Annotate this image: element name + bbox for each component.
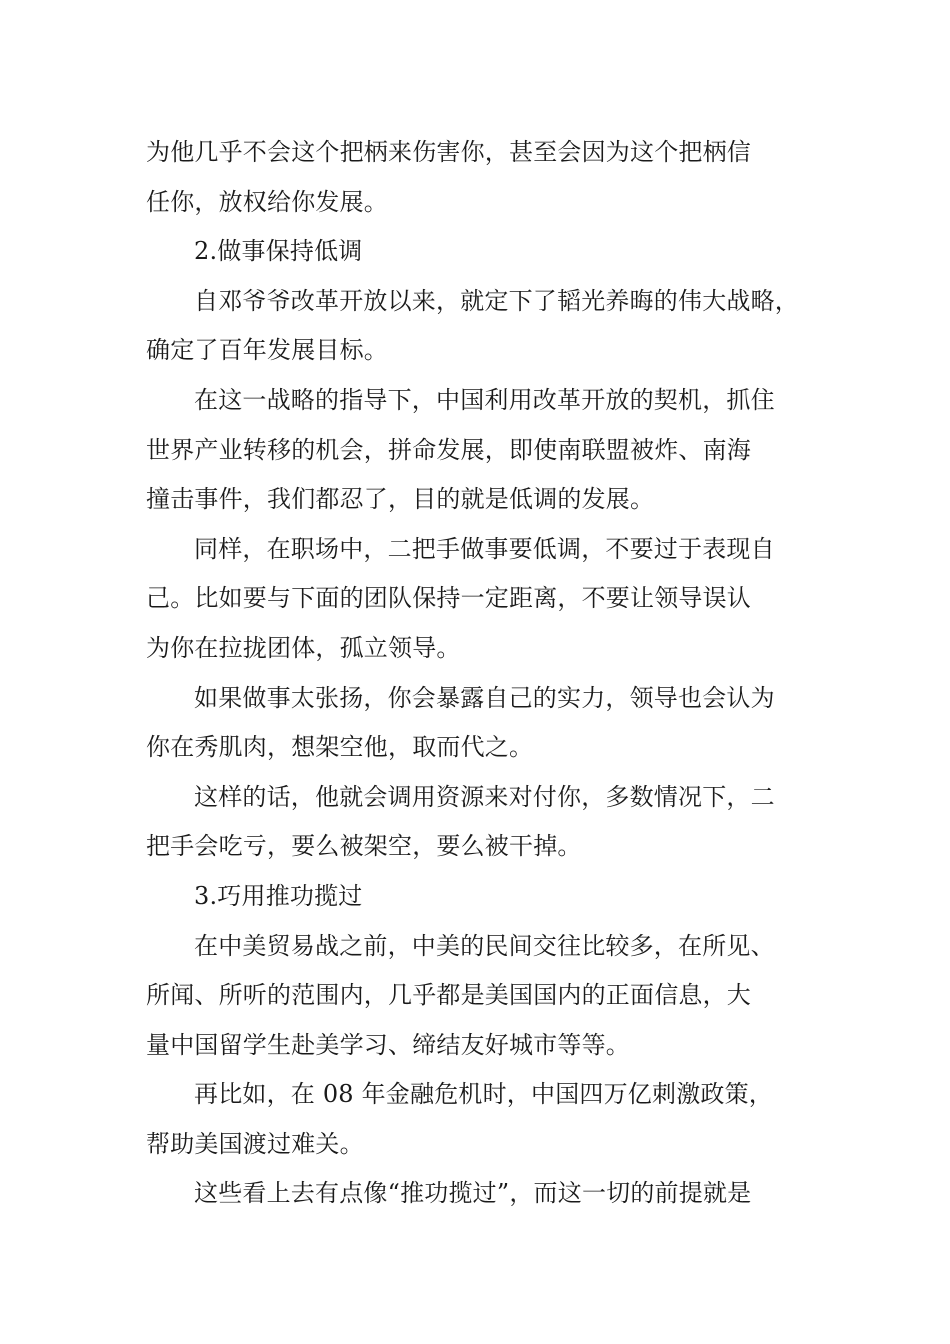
text-line: 己。比如要与下面的团队保持一定距离，不要让领导误认 (146, 584, 751, 613)
section-heading: 3.巧用推功揽过 (194, 881, 363, 910)
text-line: 撞击事件，我们都忍了，目的就是低调的发展。 (146, 485, 655, 514)
text-line: 自邓爷爷改革开放以来，就定下了韬光养晦的伟大战略， (194, 286, 799, 315)
text-line: 你在秀肌肉，想架空他，取而代之。 (146, 733, 534, 762)
section-heading: 2.做事保持低调 (194, 237, 363, 266)
text-line: 所闻、所听的范围内，几乎都是美国国内的正面信息，大 (146, 981, 751, 1010)
text-line: 把手会吃亏，要么被架空，要么被干掉。 (146, 832, 582, 861)
text-line: 这样的话，他就会调用资源来对付你，多数情况下，二 (194, 782, 775, 811)
text-line: 任你，放权给你发展。 (146, 187, 388, 216)
text-line: 这些看上去有点像“推功揽过”，而这一切的前提就是 (194, 1179, 752, 1208)
text-line: 量中国留学生赴美学习、缔结友好城市等等。 (146, 1030, 630, 1059)
text-line: 世界产业转移的机会，拼命发展，即使南联盟被炸、南海 (146, 435, 751, 464)
text-line: 同样，在职场中，二把手做事要低调，不要过于表现自 (194, 534, 775, 563)
text-line: 在这一战略的指导下，中国利用改革开放的契机，抓住 (194, 385, 775, 414)
text-line: 确定了百年发展目标。 (146, 336, 388, 365)
document-body (146, 128, 810, 1219)
text-line: 帮助美国渡过难关。 (146, 1129, 364, 1158)
text-line: 为你在拉拢团体，孤立领导。 (146, 633, 461, 662)
text-line: 如果做事太张扬，你会暴露自己的实力，领导也会认为 (194, 683, 775, 712)
text-line: 在中美贸易战之前，中美的民间交往比较多，在所见、 (194, 931, 775, 960)
text-line: 再比如，在 08 年金融危机时，中国四万亿刺激政策， (194, 1080, 773, 1109)
text-line: 为他几乎不会这个把柄来伤害你，甚至会因为这个把柄信 (146, 138, 751, 166)
